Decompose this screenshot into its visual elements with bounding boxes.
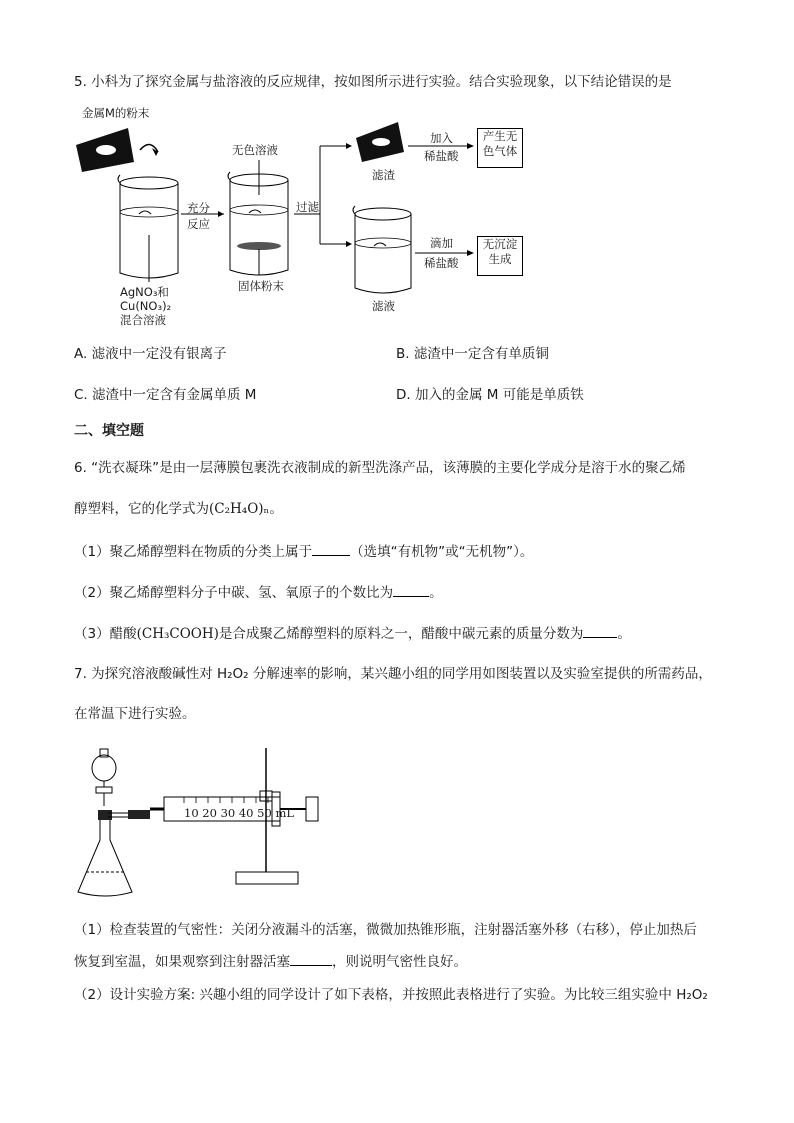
result-noppt-box: 无沉淀生成 [477,236,523,276]
q7-p1-end: ，则说明气密性良好。 [332,954,467,970]
react-label-1: 充分 [187,201,210,215]
solution-label-1: AgNO₃和 [120,285,169,299]
syringe-scale: 10 20 30 40 50 mL [184,806,294,820]
q6-p2-end: 。 [429,585,443,601]
q6-p3-b: 是合成聚乙烯醇塑料的原料之一，醋酸中碳元素的质量分数为 [218,626,584,642]
q7-p1-blank[interactable] [290,951,332,966]
q7-p2: （2）设计实验方案: 兴趣小组的同学设计了如下表格，并按照此表格进行了实验。为比较三组实验中 H₂O₂ [74,987,708,1003]
q7-stem-2: 在常温下进行实验。 [74,706,196,722]
q7-p1-a: （1）检查装置的气密性：关闭分液漏斗的活塞，微微加热锥形瓶，注射器活塞外移（右移），停止加热后 [74,922,697,938]
q7-p1-b: 恢复到室温，如果观察到注射器活塞 [74,954,290,970]
q6-p3-formula: (CH₃COOH) [136,626,219,642]
q6-p1-text: （1）聚乙烯醇塑料在物质的分类上属于 [74,544,313,560]
q6-stem-1: 6. “洗衣凝珠”是由一层薄膜包裹洗衣液制成的新型洗涤产品，该薄膜的主要化学成分是溶于水的聚乙烯 [74,460,686,476]
add-acid-label-1: 加入 [430,131,453,145]
add-acid-label-2: 稀盐酸 [424,149,459,163]
colorless-label: 无色溶液 [232,143,278,157]
q7-p1-b-line [74,951,467,972]
filtrate-label: 滤液 [372,299,395,313]
option-c: C. 滤渣中一定含有金属单质 M [74,387,257,403]
drop-acid-label-2: 稀盐酸 [424,256,459,270]
filter-label: 过滤 [296,200,319,214]
section-title: 二、填空题 [74,423,144,439]
q6-stem-2-text: 醇塑料，它的化学式为 [74,501,209,517]
option-d: D. 加入的金属 M 可能是单质铁 [396,387,584,403]
q5-stem: 5. 小科为了探究金属与盐溶液的反应规律，按如图所示进行实验。结合实验现象，以下结论错误的是 [74,74,672,90]
solid-label: 固体粉末 [238,279,284,293]
q7-stem-1: 7. 为探究溶液酸碱性对 H₂O₂ 分解速率的影响，某兴趣小组的同学用如图装置以及实验室提供的所需药品， [74,666,712,682]
solution-label-2: Cu(NO₃)₂ [120,299,172,313]
q6-p1-end: （选填“有机物”或“无机物”）。 [350,544,534,560]
q6-p3-end: 。 [617,626,631,642]
q6-p2-text: （2）聚乙烯醇塑料分子中碳、氢、氧原子的个数比为 [74,585,394,601]
q6-p3-a: （3）醋酸 [74,626,137,642]
result-gas-box: 产生无色气体 [477,128,523,168]
option-b: B. 滤渣中一定含有单质铜 [396,346,549,362]
residue-label: 滤渣 [372,168,395,182]
react-label-2: 反应 [187,217,210,231]
option-a: A. 滤液中一定没有银离子 [74,346,227,362]
q6-stem-2-end: 。 [269,501,283,517]
drop-acid-label-1: 滴加 [430,236,453,250]
solution-label-3: 混合溶液 [120,313,166,327]
q6-formula: (C₂H₄O)ₙ [209,501,270,517]
powder-label: 金属M的粉末 [82,106,150,120]
